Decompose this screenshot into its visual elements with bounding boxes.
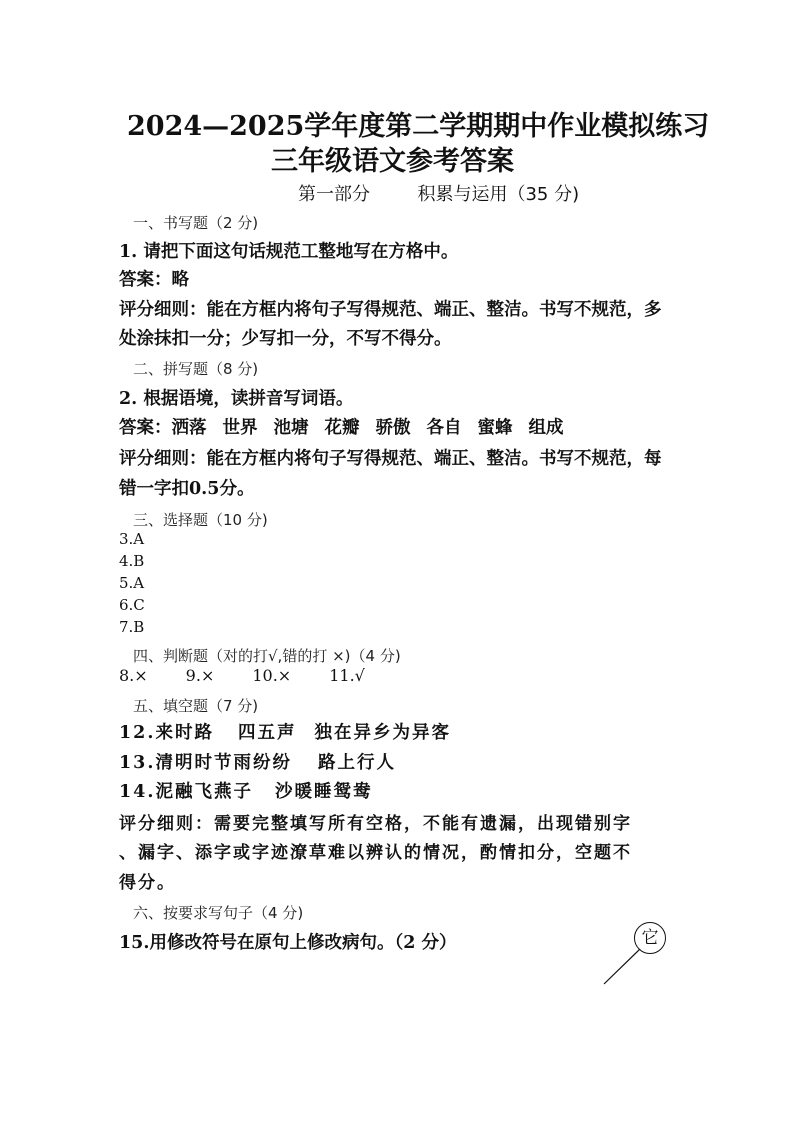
answer-label: 答案：: [119, 418, 172, 438]
judge-answer: 9.×: [185, 666, 215, 685]
answer-word: 花瓣: [324, 418, 360, 438]
fill-answer: 14.泥融飞燕子: [119, 782, 253, 802]
choice-answer: 6.C: [119, 596, 145, 614]
section2-heading: 二、拼写题（8 分): [133, 360, 259, 378]
answer-word: 世界: [222, 418, 258, 438]
choice-answer: 7.B: [119, 618, 145, 636]
section2-question: 2. 根据语境，读拼音写词语。: [119, 389, 354, 409]
section5-criteria-line2: 、漏字、添字或字迹潦草难以辨认的情况，酌情扣分，空题不: [119, 843, 632, 863]
answer-word: 池塘: [273, 418, 309, 438]
section5-criteria-line3: 得分。: [119, 873, 176, 893]
section2-criteria-line2: 错一字扣0.5分。: [119, 479, 255, 499]
section1-heading: 一、书写题（2 分): [133, 214, 259, 232]
part-name: 积累与运用（35 分): [417, 184, 580, 205]
section5-heading: 五、填空题（7 分): [133, 697, 259, 715]
section1-criteria-line2: 处涂抹扣一分；少写扣一分，不写不得分。: [119, 329, 452, 349]
fill-answer: 四五声: [237, 723, 297, 743]
section4-heading: 四、判断题（对的打√,错的打 ×)（4 分): [133, 647, 401, 665]
section2-criteria-line1: 评分细则：能在方框内将句子写得规范、端正、整洁。书写不规范，每: [119, 449, 662, 469]
answer-word: 骄傲: [375, 418, 411, 438]
judge-answer: 10.×: [252, 666, 292, 685]
judge-answer: 11.√: [329, 666, 365, 685]
judge-answer: 8.×: [119, 666, 148, 685]
answer-word: 组成: [528, 418, 564, 438]
fill-line-12: [119, 719, 451, 744]
correction-mark: [600, 922, 670, 990]
choice-answer: 3.A: [119, 530, 145, 548]
section5-criteria-line1: 评分细则：需要完整填写所有空格，不能有遗漏，出现错别字: [119, 814, 632, 834]
section6-heading: 六、按要求写句子（4 分): [133, 904, 304, 922]
correction-circle: 它: [634, 922, 666, 954]
section1-answer: 答案：略: [119, 270, 189, 290]
fill-answer: 13.清明时节雨纷纷: [119, 753, 292, 773]
fill-line-14: [119, 778, 372, 803]
fill-line-13: [119, 749, 396, 774]
answer-word: 蜜蜂: [477, 418, 513, 438]
section1-question: 1. 请把下面这句话规范工整地写在方格中。: [119, 242, 459, 262]
section6-question: 15.用修改符号在原句上修改病句。（2 分）: [119, 933, 457, 953]
choice-answer: 4.B: [119, 552, 145, 570]
section1-criteria-line1: 评分细则：能在方框内将句子写得规范、端正、整洁。书写不规范，多: [119, 300, 662, 320]
fill-answer: 独在异乡为异客: [314, 723, 451, 743]
part-label: 第一部分: [298, 184, 370, 205]
answer-word: 各自: [426, 418, 462, 438]
doc-title-line1: 2024—2025学年度第二学期期中作业模拟练习: [127, 111, 710, 142]
fill-answer: 路上行人: [317, 753, 396, 773]
section2-answers: [119, 414, 564, 439]
part-heading: [298, 180, 579, 206]
section3-heading: 三、选择题（10 分): [133, 511, 268, 529]
judge-answers: [119, 666, 365, 685]
fill-answer: 12.来时路: [119, 723, 214, 743]
doc-title-line2: 三年级语文参考答案: [271, 146, 514, 177]
choice-answer: 5.A: [119, 574, 145, 592]
answer-word: 洒落: [171, 418, 207, 438]
fill-answer: 沙暖睡鸳鸯: [274, 782, 373, 802]
